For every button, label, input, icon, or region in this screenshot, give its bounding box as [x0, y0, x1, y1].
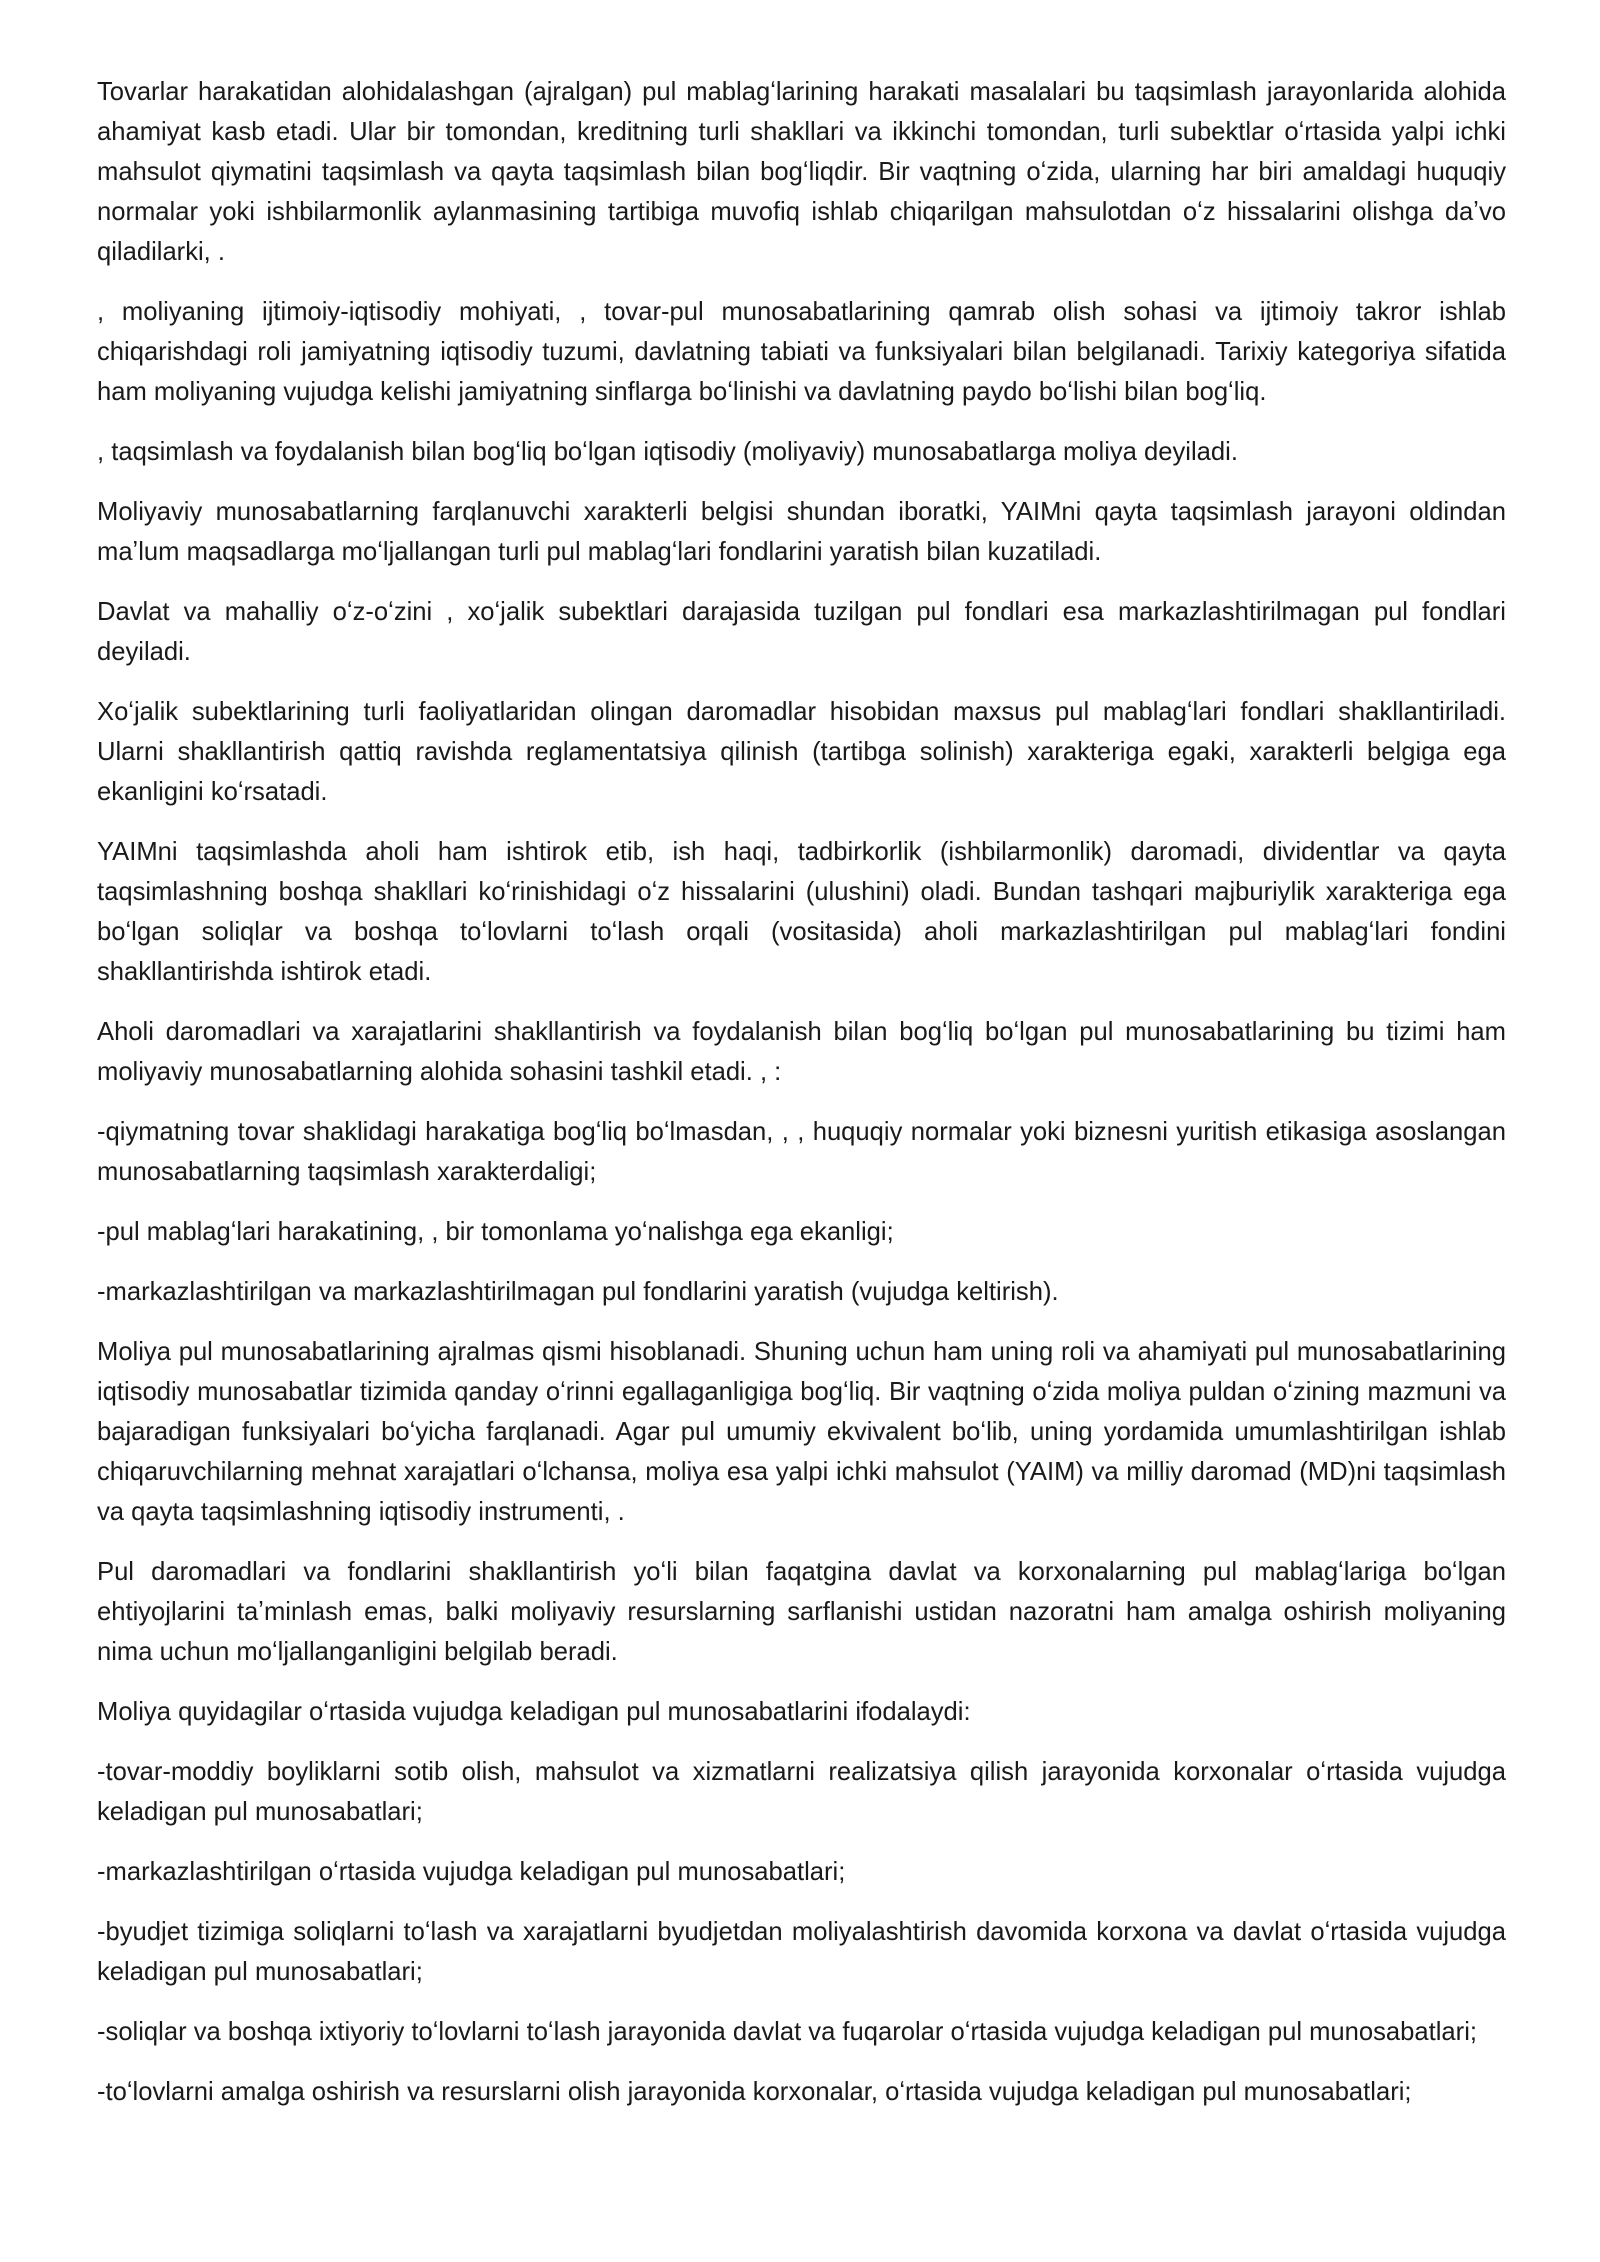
- paragraph: Moliya quyidagilar oʻrtasida vujudga keladigan pul munosabatlarini ifodalaydi:: [97, 1698, 971, 1726]
- paragraph: Tovarlar harakatidan alohidalashgan (ajralgan) pul mablagʻlarining harakati masalalari bu taqsimlash jarayonlarida alohida ahamiyat kasb etadi. Ular bir tomondan, kreditning turli shakllari va ikkinchi tomondan, turli subektlar oʻrtasida yalpi ichki mahsulot qiymatini taqsimlash va qayta taqsimlash bilan bogʻliqdir. Bir vaqtning oʻzida, ularning har biri amaldagi huquqiy normalar yoki ishbilarmonlik aylanmasining tartibiga muvofiq ishlab chiqarilgan mahsulotdan oʻz hissalarini olishga daʼvo qiladilarki, .: [97, 78, 1506, 266]
- paragraph: Davlat va mahalliy oʻz-oʻzini , xoʻjalik subektlari darajasida tuzilgan pul fondlari esa markazlashtirilmagan pul fondlari deyiladi.: [97, 598, 1506, 666]
- list-item: -qiymatning tovar shaklidagi harakatiga bogʻliq boʻlmasdan, , , huquqiy normalar yoki biznesni yuritish etikasiga asoslangan munosabatlarning taqsimlash xarakterdaligi;: [97, 1118, 1506, 1186]
- paragraph: Aholi daromadlari va xarajatlarini shakllantirish va foydalanish bilan bogʻliq boʻlgan pul munosabatlarining bu tizimi ham moliyaviy munosabatlarning alohida sohasini tashkil etadi. , :: [97, 1018, 1506, 1086]
- list-item: -pul mablagʻlari harakatining, , bir tomonlama yoʻnalishga ega ekanligi;: [97, 1218, 894, 1246]
- paragraph: Moliyaviy munosabatlarning farqlanuvchi xarakterli belgisi shundan iboratki, YAIMni qayta taqsimlash jarayoni oldindan maʼlum maqsadlarga moʻljallangan turli pul mablagʻlari fondlarini yaratish bilan kuzatiladi.: [97, 498, 1506, 566]
- list-item: -soliqlar va boshqa ixtiyoriy toʻlovlarni toʻlash jarayonida davlat va fuqarolar oʻrtasida vujudga keladigan pul munosabatlari;: [97, 2018, 1477, 2046]
- paragraph: Moliya pul munosabatlarining ajralmas qismi hisoblanadi. Shuning uchun ham uning roli va ahamiyati pul munosabatlarining iqtisodiy munosabatlar tizimida qanday oʻrinni egallaganligiga bogʻliq. Bir vaqtning oʻzida moliya puldan oʻzining mazmuni va bajaradigan funksiyalari boʻyicha farqlanadi. Agar pul umumiy ekvivalent boʻlib, uning yordamida umumlashtirilgan ishlab chiqaruvchilarning mehnat xarajatlari oʻlchansa, moliya esa yalpi ichki mahsulot (YAIM) va milliy daromad (MD)ni taqsimlash va qayta taqsimlashning iqtisodiy instrumenti, .: [97, 1338, 1506, 1526]
- list-item: -markazlashtirilgan oʻrtasida vujudga keladigan pul munosabatlari;: [97, 1858, 846, 1886]
- list-item: -markazlashtirilgan va markazlashtirilmagan pul fondlarini yaratish (vujudga keltirish).: [97, 1278, 1059, 1306]
- list-item: -toʻlovlarni amalga oshirish va resurslarni olish jarayonida korxonalar, oʻrtasida vujudga keladigan pul munosabatlari;: [97, 2078, 1412, 2106]
- paragraph: YAIMni taqsimlashda aholi ham ishtirok etib, ish haqi, tadbirkorlik (ishbilarmonlik) daromadi, dividentlar va qayta taqsimlashning boshqa shakllari koʻrinishidagi oʻz hissalarini (ulushini) oladi. Bundan tashqari majburiylik xarakteriga ega boʻlgan soliqlar va boshqa toʻlovlarni toʻlash orqali (vositasida) aholi markazlashtirilgan pul mablagʻlari fondini shakllantirishda ishtirok etadi.: [97, 838, 1506, 986]
- list-item: -byudjet tizimiga soliqlarni toʻlash va xarajatlarni byudjetdan moliyalashtirish davomida korxona va davlat oʻrtasida vujudga keladigan pul munosabatlari;: [97, 1918, 1506, 1986]
- paragraph: Xoʻjalik subektlarining turli faoliyatlaridan olingan daromadlar hisobidan maxsus pul mablagʻlari fondlari shakllantiriladi. Ularni shakllantirish qattiq ravishda reglamentatsiya qilinish (tartibga solinish) xarakteriga egaki, xarakterli belgiga ega ekanligini koʻrsatadi.: [97, 698, 1506, 806]
- paragraph: , taqsimlash va foydalanish bilan bogʻliq boʻlgan iqtisodiy (moliyaviy) munosabatlarga moliya deyiladi.: [97, 438, 1238, 466]
- paragraph: , moliyaning ijtimoiy-iqtisodiy mohiyati, , tovar-pul munosabatlarining qamrab olish sohasi va ijtimoiy takror ishlab chiqarishdagi roli jamiyatning iqtisodiy tuzumi, davlatning tabiati va funksiyalari bilan belgilanadi. Tarixiy kategoriya sifatida ham moliyaning vujudga kelishi jamiyatning sinflarga boʻlinishi va davlatning paydo boʻlishi bilan bogʻliq.: [97, 298, 1506, 406]
- paragraph: Pul daromadlari va fondlarini shakllantirish yoʻli bilan faqatgina davlat va korxonalarning pul mablagʻlariga boʻlgan ehtiyojlarini taʼminlash emas, balki moliyaviy resurslarning sarflanishi ustidan nazoratni ham amalga oshirish moliyaning nima uchun moʻljallanganligini belgilab beradi.: [97, 1558, 1506, 1666]
- document-page: [97, 72, 1506, 2132]
- list-item: -tovar-moddiy boyliklarni sotib olish, mahsulot va xizmatlarni realizatsiya qilish jarayonida korxonalar oʻrtasida vujudga keladigan pul munosabatlari;: [97, 1758, 1506, 1826]
